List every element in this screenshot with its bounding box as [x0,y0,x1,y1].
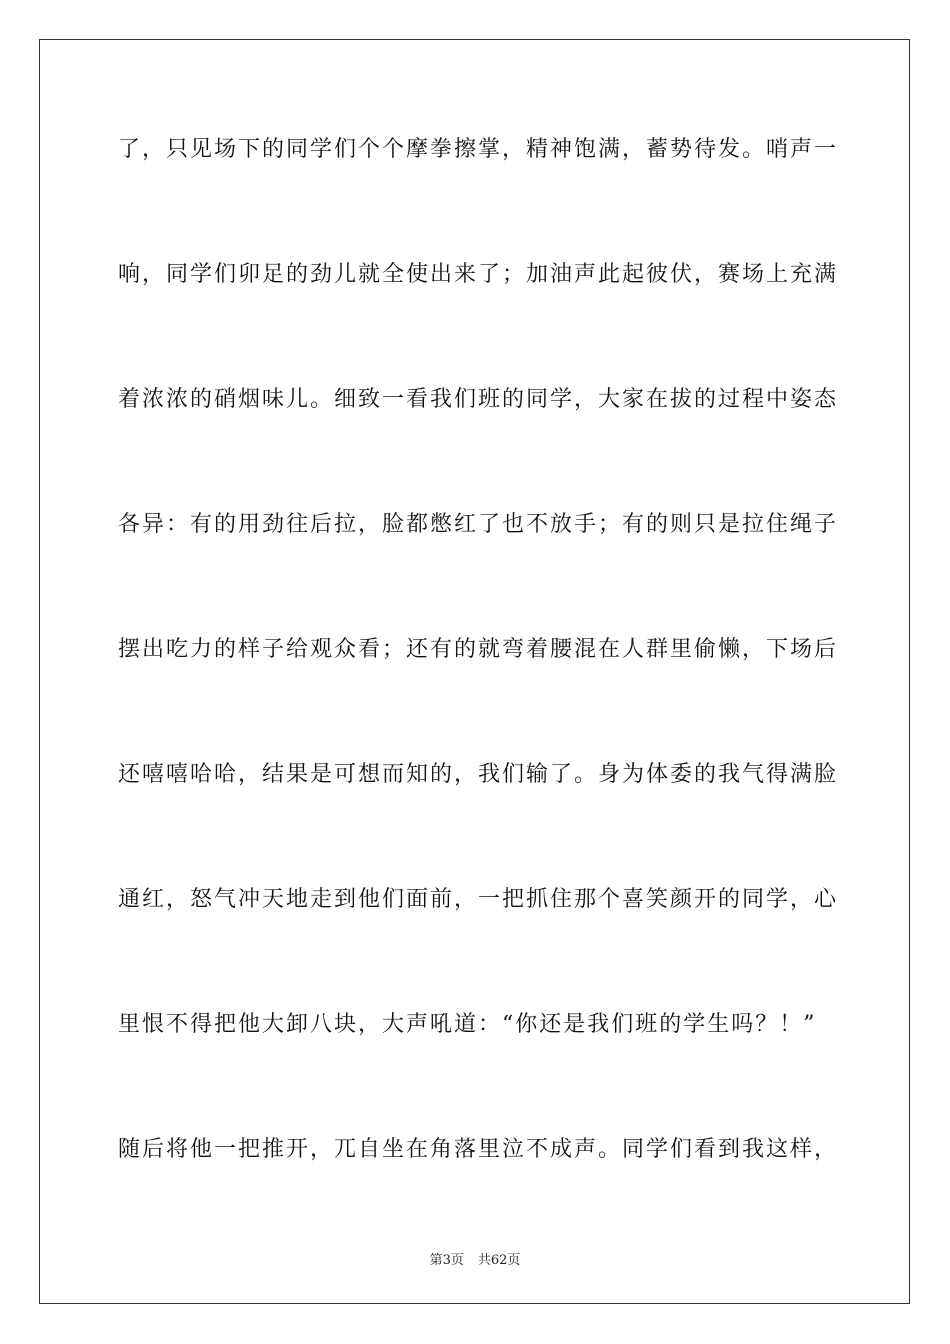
page-number: 第3页 [429,1253,464,1268]
text-line-4: 各异：有的用劲往后拉，脸都憋红了也不放手；有的则只是拉住绳子 [118,512,839,537]
text-line-2: 响，同学们卯足的劲儿就全使出来了；加油声此起彼伏，赛场上充满 [118,262,839,287]
text-line-6: 还嘻嘻哈哈，结果是可想而知的，我们输了。身为体委的我气得满脸 [118,762,839,787]
text-line-1: 了，只见场下的同学们个个摩拳擦掌，精神饱满，蓄势待发。哨声一 [118,137,839,162]
text-line-3: 着浓浓的硝烟味儿。细致一看我们班的同学，大家在拔的过程中姿态 [118,387,839,412]
text-line-5: 摆出吃力的样子给观众看；还有的就弯着腰混在人群里偷懒，下场后 [118,637,839,662]
text-line-8: 里恨不得把他大卸八块，大声吼道：“你还是我们班的学生吗？！” [118,1012,817,1037]
page-footer [0,1249,950,1268]
text-line-9: 随后将他一把推开，兀自坐在角落里泣不成声。同学们看到我这样， [118,1137,839,1162]
text-line-7: 通红，怒气冲天地走到他们面前，一把抓住那个喜笑颜开的同学，心 [118,887,839,912]
document-body [118,130,839,1255]
total-pages: 共62页 [477,1253,521,1268]
